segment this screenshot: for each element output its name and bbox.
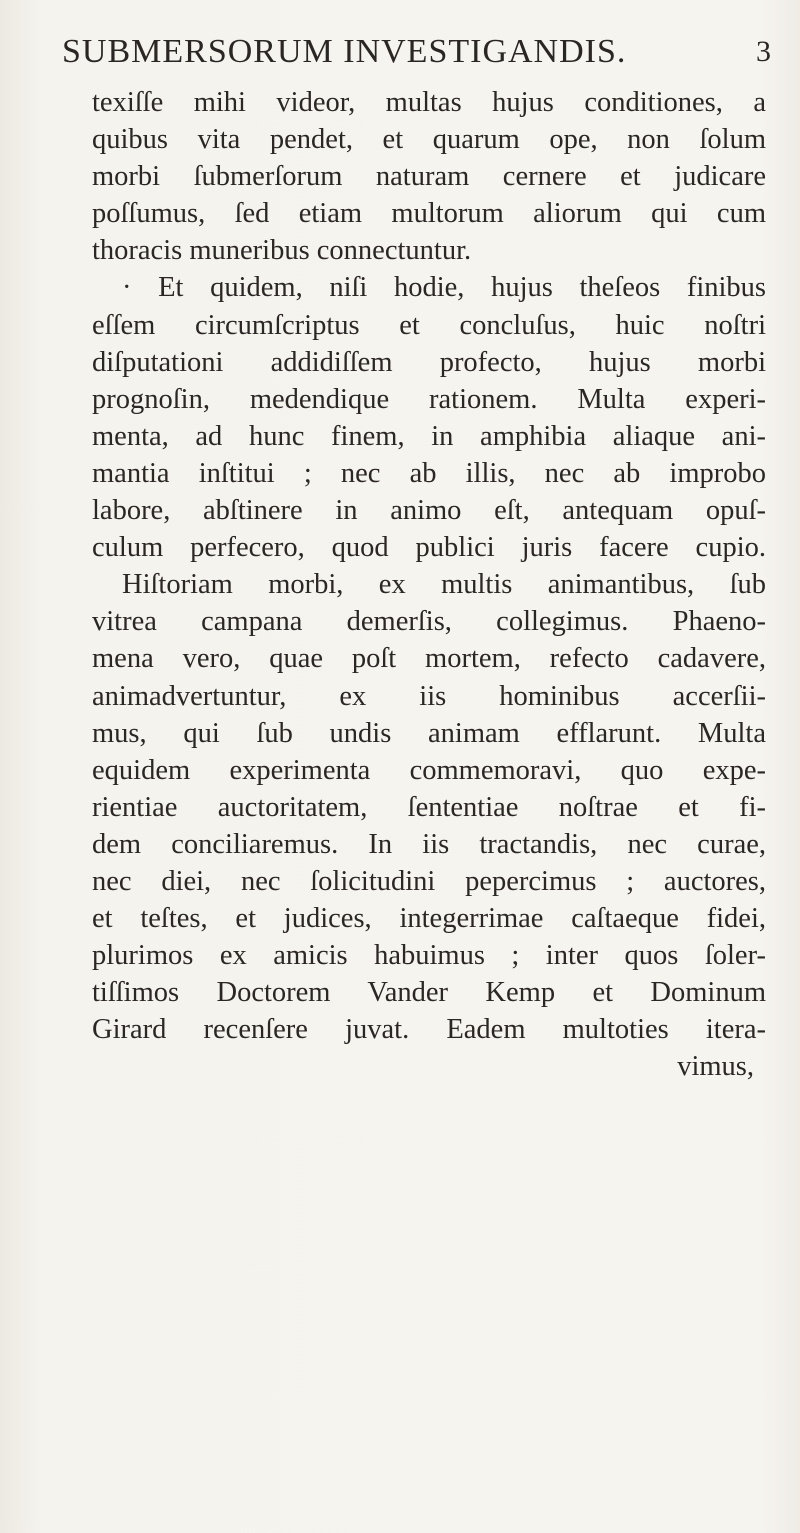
text-line: animadvertuntur, ex iis hominibus accerſii- xyxy=(92,680,766,712)
text-line: prognoſin, medendique rationem. Multa experi- xyxy=(92,383,766,415)
running-title: SUBMERSORUM INVESTIGANDIS. xyxy=(62,33,627,70)
text-line: thoracis muneribus connectuntur. xyxy=(92,235,472,267)
text-line: culum perfecero, quod publici juris facere cupio. xyxy=(92,532,766,564)
text-line: texiſſe mihi videor, multas hujus conditiones, a xyxy=(92,87,766,118)
page-number: 3 xyxy=(756,35,772,68)
text-line: Hiſtoriam morbi, ex multis animantibus, ſub xyxy=(122,569,766,601)
text-line: tiſſimos Doctorem Vander Kemp et Dominum xyxy=(92,977,766,1009)
text-line: · Et quidem, niſi hodie, hujus theſeos finibus xyxy=(122,272,766,304)
text-line: menta, ad hunc finem, in amphibia aliaque ani- xyxy=(92,420,766,452)
text-line: morbi ſubmerſorum naturam cernere et judicare xyxy=(92,161,766,193)
text-line: et teſtes, et judices, integerrimae caſtaeque fidei, xyxy=(92,903,766,935)
running-head xyxy=(62,24,772,80)
text-line: plurimos ex amicis habuimus ; inter quos ſoler- xyxy=(92,940,766,972)
text-line: Girard recenſere juvat. Eadem multoties itera- xyxy=(92,1014,766,1046)
catchword: vimus, xyxy=(677,1051,754,1083)
text-line: mus, qui ſub undis animam efflarunt. Multa xyxy=(92,717,766,749)
text-line: nec diei, nec ſolicitudini pepercimus ; auctores, xyxy=(92,865,766,897)
text-line: dem conciliaremus. In iis tractandis, nec curae, xyxy=(92,828,766,860)
text-line: equidem experimenta commemoravi, quo expe- xyxy=(92,754,766,786)
text-line: diſputationi addidiſſem profecto, hujus morbi xyxy=(92,346,766,378)
text-line: labore, abſtinere in animo eſt, antequam opuſ- xyxy=(92,495,766,527)
text-line: mena vero, quae poſt mortem, refecto cadavere, xyxy=(92,643,766,675)
text-line: eſſem circumſcriptus et concluſus, huic noſtri xyxy=(92,309,766,341)
text-line: quibus vita pendet, et quarum ope, non ſolum xyxy=(92,124,766,156)
text-line: rientiae auctoritatem, ſententiae noſtrae et fi- xyxy=(92,791,766,823)
text-line: vitrea campana demerſis, collegimus. Phaeno- xyxy=(92,606,766,638)
text-line: poſſumus, ſed etiam multorum aliorum qui cum xyxy=(92,198,766,230)
body-text xyxy=(92,84,766,1086)
text-line: mantia inſtitui ; nec ab illis, nec ab improbo xyxy=(92,457,766,489)
